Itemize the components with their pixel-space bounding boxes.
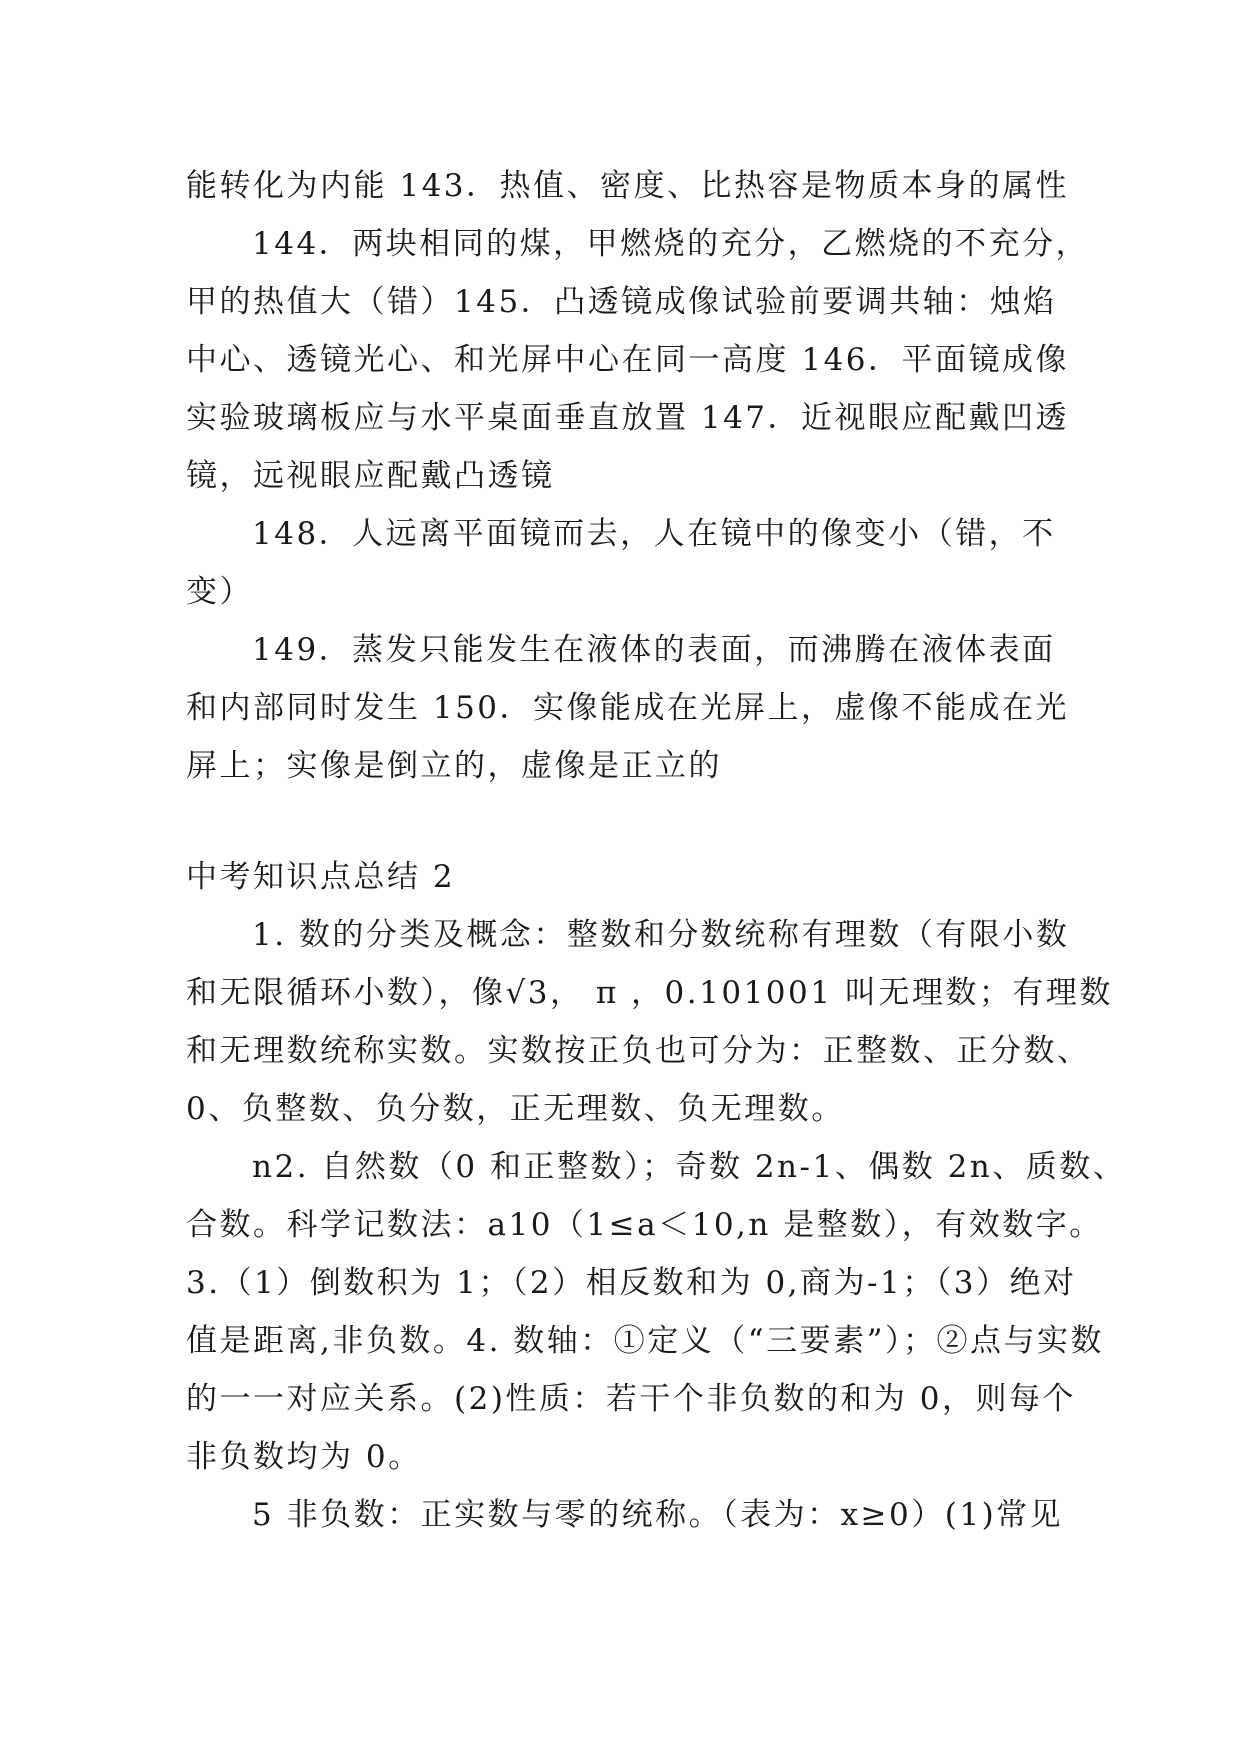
text-line: 实验玻璃板应与水平桌面垂直放置 147．近视眼应配戴凹透 (186, 400, 1070, 436)
paragraph-start-line: 148．人远离平面镜而去，人在镜中的像变小（错，不 (252, 516, 1056, 552)
document-body (186, 157, 1127, 1544)
text-line: 合数。科学记数法：a10（1≤a＜10,n 是整数），有效数字。 (186, 1207, 1103, 1243)
text-line: 和无理数统称实数。实数按正负也可分为：正整数、正分数、 (186, 1033, 1091, 1069)
text-line: 非负数均为 0。 (186, 1439, 422, 1475)
text-line: 镜，远视眼应配戴凸透镜 (186, 458, 555, 494)
text-line: 屏上；实像是倒立的，虚像是正立的 (186, 748, 722, 784)
text-line: 和内部同时发生 150．实像能成在光屏上，虚像不能成在光 (186, 690, 1070, 726)
paragraph-start-line: n2. 自然数（0 和正整数）；奇数 2n-1、偶数 2n、质数、 (252, 1149, 1127, 1185)
section-gap (186, 795, 1056, 848)
text-line: 变） (186, 574, 253, 610)
text-line: 值是距离,非负数。4. 数轴：①定义（“三要素”）；②点与实数 (186, 1323, 1104, 1359)
paragraph-start-line: 144．两块相同的煤，甲燃烧的充分，乙燃烧的不充分， (252, 226, 1090, 262)
paragraph-start-line: 5 非负数：正实数与零的统称。（表为：x≥0）(1)常见 (252, 1497, 1064, 1533)
paragraph-start-line: 1. 数的分类及概念：整数和分数统称有理数（有限小数 (252, 917, 1070, 953)
text-line: 能转化为内能 143．热值、密度、比热容是物质本身的属性 (186, 168, 1070, 204)
paragraph-start-line: 149．蒸发只能发生在液体的表面，而沸腾在液体表面 (252, 632, 1056, 668)
section-heading: 中考知识点总结 2 (186, 859, 456, 895)
text-line: 甲的热值大（错）145．凸透镜成像试验前要调共轴：烛焰 (186, 284, 1057, 320)
text-line: 0、负整数、负分数，正无理数、负无理数。 (186, 1091, 845, 1127)
text-line: 3.（1）倒数积为 1；（2）相反数和为 0,商为-1；（3）绝对 (186, 1265, 1077, 1301)
text-line: 的一一对应关系。(2)性质：若干个非负数的和为 0，则每个 (186, 1381, 1076, 1417)
text-line: 和无限循环小数），像√3， π ，0.101001 叫无理数；有理数 (186, 975, 1113, 1011)
text-line: 中心、透镜光心、和光屏中心在同一高度 146．平面镜成像 (186, 342, 1070, 378)
